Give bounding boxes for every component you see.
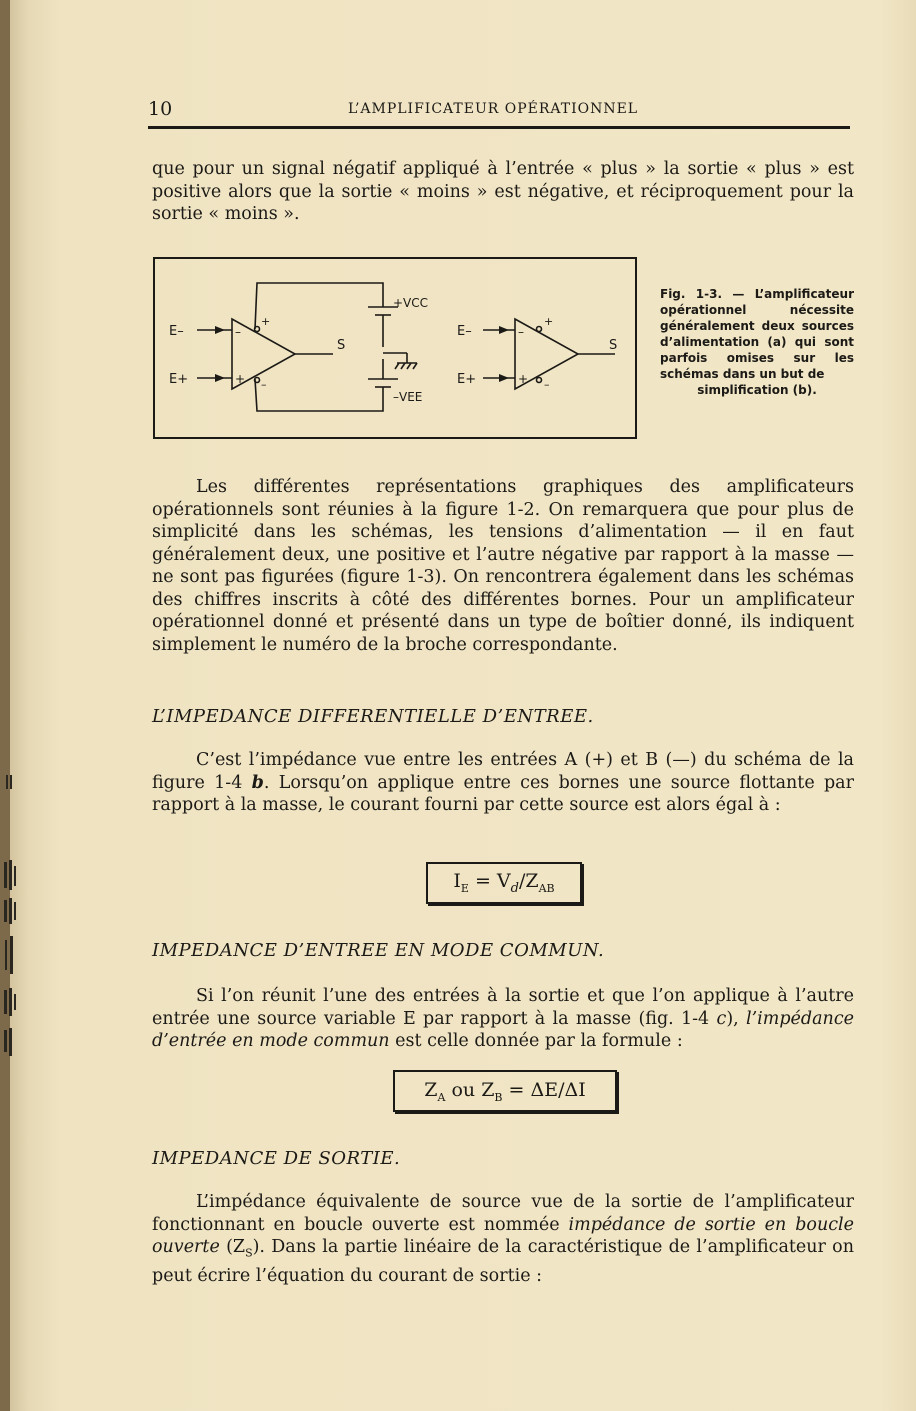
ground-hatch-1 xyxy=(395,363,399,369)
ground-hatch-4 xyxy=(413,363,417,369)
label-vcc: +VCC xyxy=(393,296,429,310)
ground-hatch-2 xyxy=(401,363,405,369)
supply-pin-top-a xyxy=(255,327,260,332)
supply-pin-bottom-b xyxy=(537,378,542,383)
section-heading-common-mode: IMPEDANCE D’ENTREE EN MODE COMMUN. xyxy=(152,940,605,961)
running-title: L’AMPLIFICATEUR OPÉRATIONNEL xyxy=(348,101,639,117)
arrow-minus-a xyxy=(215,326,225,334)
arrow-minus-b xyxy=(499,326,509,334)
label-e-plus-a: E+ xyxy=(169,372,189,387)
running-header xyxy=(148,98,850,124)
vee-wire xyxy=(255,379,383,411)
margin-ink-marks xyxy=(0,0,30,1411)
text-subscript: S xyxy=(245,1246,253,1260)
label-pin-plus-a: + xyxy=(261,315,271,328)
figure-1-3 xyxy=(153,257,637,439)
text-span: ), xyxy=(726,1008,739,1029)
label-e-minus-a: E– xyxy=(169,324,184,339)
caption-body: — L’amplificateur opérationnel nécessite généralement deux sources d’alimentation (a) qui sont parfois omises sur les schémas dans un but de xyxy=(660,287,854,381)
arrow-plus-b xyxy=(499,374,509,382)
text-span: . Lorsqu’on applique entre ces bornes une source flottante par rapport à la masse, le courant fourni par cette source est alors égal à : xyxy=(152,772,854,815)
supply-pin-top-b xyxy=(537,327,542,332)
paragraph-common-mode xyxy=(152,985,854,1053)
ground-hatch-3 xyxy=(407,363,411,369)
text-span: est celle donnée par la formule : xyxy=(389,1031,683,1051)
page-number: 10 xyxy=(148,98,173,120)
text-span: ). Dans la partie linéaire de la caractéristique de l’amplificateur on peut écrire l’équation du courant de sortie : xyxy=(152,1237,854,1286)
paragraph-representations: Les différentes représentations graphiques des amplificateurs opérationnels sont réunies à la figure 1-2. On remarquera que pour plus de simplicité dans les schémas, les tensions d’alimentation — il en faut généralement deux, une positive et l’autre négative par rapport à la masse — ne sont pas figurées (figure 1-3). On rencontrera également dans les schémas des chiffres inscrits à côté des différentes bornes. Pour un amplificateur opérationnel donné et présenté dans un type de boîtier donné, ils indiquent simplement le numéro de la broche correspondante. xyxy=(152,477,854,655)
label-s-b: S xyxy=(609,338,618,353)
label-vee: –VEE xyxy=(393,390,423,404)
label-s-a: S xyxy=(337,338,346,353)
label-e-minus-b: E– xyxy=(457,324,472,339)
text-span: Si l’on réunit l’une des entrées à la sortie et que l’on applique à l’autre entrée une source variable E par rapport à la masse (fig. 1-4 xyxy=(152,986,854,1029)
label-pin-minus-a: – xyxy=(261,378,267,391)
arrow-plus-a xyxy=(215,374,225,382)
label-pin-plus-b: + xyxy=(544,315,554,328)
label-pin-minus-b: – xyxy=(544,378,550,391)
formula-ie xyxy=(426,862,582,904)
text-span-italic: c xyxy=(716,1008,727,1029)
label-noninv-a: + xyxy=(235,372,246,386)
header-rule xyxy=(148,126,850,129)
section-heading-differential-impedance: L’IMPEDANCE DIFFERENTIELLE D’ENTREE. xyxy=(152,706,594,727)
formula-common-mode xyxy=(393,1070,617,1112)
vcc-wire xyxy=(255,283,383,329)
text-span-italic: b xyxy=(251,772,264,793)
caption-last-line: simplification (b). xyxy=(697,383,817,397)
paragraph-differential-impedance xyxy=(152,749,854,817)
text-span: C’est l’impédance vue entre les entrées A (+) et B (—) du schéma de la figure 1-4 xyxy=(152,750,854,793)
text-span: (Z xyxy=(219,1237,246,1257)
figure-caption xyxy=(660,286,854,398)
supply-pin-bottom-a xyxy=(255,378,260,383)
label-inv-a: – xyxy=(235,325,241,339)
section-heading-output-impedance: IMPEDANCE DE SORTIE. xyxy=(152,1148,401,1169)
label-noninv-b: + xyxy=(518,372,529,386)
formula-ie-text: $I_E = V_d/Z_{AB}$ xyxy=(453,870,555,896)
intro-paragraph: que pour un signal négatif appliqué à l’entrée « plus » la sortie « plus » est positive alors que la sortie « moins » est négative, et réciproquement pour la sortie « moins ». xyxy=(152,159,854,224)
label-inv-b: – xyxy=(518,325,524,339)
text-span-italic: l’impédance d’entrée en mode commun xyxy=(152,1008,854,1051)
label-e-plus-b: E+ xyxy=(457,372,477,387)
formula-za-text: $Z_A$ ou $Z_B = \Delta E/\Delta I$ xyxy=(424,1078,586,1104)
paragraph-output-impedance xyxy=(152,1191,854,1288)
text-span: L’impédance équivalente de source vue de la sortie de l’amplificateur fonctionnant en boucle ouverte est nommée xyxy=(152,1192,854,1235)
opamp-schematic xyxy=(155,259,635,437)
caption-prefix: Fig. 1-3. xyxy=(660,287,723,301)
text-span-italic: impédance de sortie en boucle ouverte xyxy=(152,1214,854,1257)
